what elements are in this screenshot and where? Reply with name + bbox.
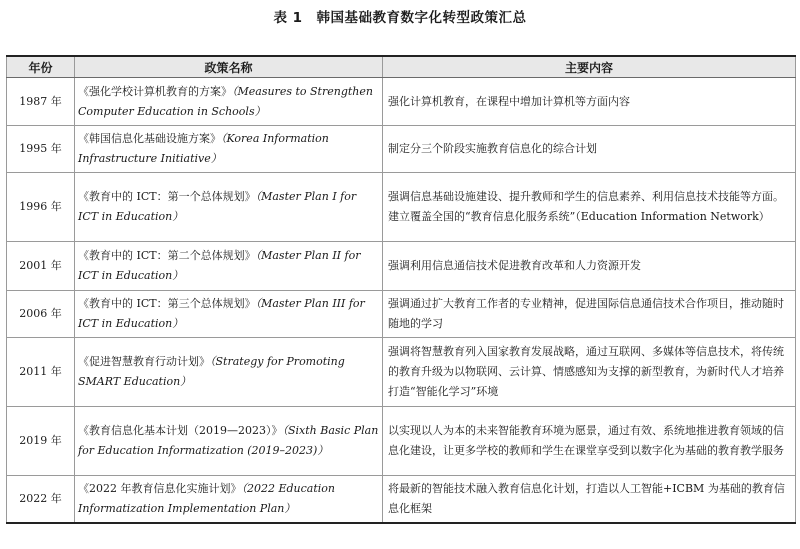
policy-name-cell [75,338,383,407]
policy-name-en: （Strategy for Promoting SMART Education） [78,355,345,388]
policy-name-cell [75,173,383,242]
policy-name-cell [75,407,383,476]
year-cell: 1995 年 [7,126,75,173]
policy-name-en: （Master Plan I for ICT in Education） [78,190,357,223]
policy-name-cn: 《教育中的 ICT：第一个总体规划》 [78,190,256,203]
year-cell: 2022 年 [7,476,75,524]
table-caption [0,9,800,27]
policy-name-cell [75,476,383,524]
content-cell: 强化计算机教育，在课程中增加计算机等方面内容 [383,78,796,126]
year-cell: 2019 年 [7,407,75,476]
table-header-row [7,56,796,78]
policy-name-en: （Sixth Basic Plan for Education Informatization (2019–2023)） [78,424,379,457]
policy-name-cn: 《教育中的 ICT：第二个总体规划》 [78,249,256,262]
policy-name-cn: 《强化学校计算机教育的方案》 [78,84,232,98]
year-cell: 2011 年 [7,338,75,407]
policy-name-cell [75,78,383,126]
policy-table [6,55,796,524]
year-cell: 1987 年 [7,78,75,126]
content-cell: 制定分三个阶段实施教育信息化的综合计划 [383,126,796,173]
content-cell: 以实现以人为本的未来智能教育环境为愿景，通过有效、系统地推进教育领域的信息化建设，让更多学校的教师和学生在课堂享受到以数字化为基础的教育教学服务 [383,407,796,476]
content-cell: 将最新的智能技术融入教育信息化计划，打造以人工智能+ICBM 为基础的教育信息化框架 [383,476,796,524]
content-cell: 强调信息基础设施建设、提升教师和学生的信息素养、利用信息技术技能等方面。建立覆盖全国的“教育信息化服务系统”（Education Information Network） [383,173,796,242]
table-row [7,126,796,173]
policy-name-en: （2022 Education Informatization Implementation Plan） [78,482,336,515]
content-cell: 强调将智慧教育列入国家教育发展战略，通过互联网、多媒体等信息技术，将传统的教育升级为以物联网、云计算、情感感知为支撑的新型教育，为新时代人才培养打造“智能化学习”环境 [383,338,796,407]
policy-name-cn: 《教育信息化基本计划（2019—2023）》 [78,424,283,437]
header-year: 年份 [7,56,75,78]
header-main-content: 主要内容 [383,56,796,78]
policy-name-cn: 《2022 年教育信息化实施计划》 [78,482,242,495]
year-cell: 1996 年 [7,173,75,242]
table-row [7,78,796,126]
table-title: 韩国基础教育数字化转型政策汇总 [316,10,527,26]
policy-name-cn: 《促进智慧教育行动计划》 [78,355,210,368]
year-cell: 2006 年 [7,291,75,338]
content-cell: 强调通过扩大教育工作者的专业精神，促进国际信息通信技术合作项目，推动随时随地的学习 [383,291,796,338]
table-row [7,173,796,242]
table-row [7,476,796,524]
policy-name-cn: 《韩国信息化基础设施方案》 [78,132,221,145]
table-row [7,338,796,407]
policy-name-cell [75,242,383,291]
year-cell: 2001 年 [7,242,75,291]
content-cell: 强调利用信息通信技术促进教育改革和人力资源开发 [383,242,796,291]
policy-name-en: （Master Plan II for ICT in Education） [78,249,361,282]
policy-name-en: （Korea Information Infrastructure Initiative） [78,132,329,165]
header-policy-name: 政策名称 [75,56,383,78]
policy-name-cell [75,126,383,173]
policy-name-en: （Measures to Strengthen Computer Education in Schools） [78,84,373,118]
table-row [7,407,796,476]
policy-name-cn: 《教育中的 ICT：第三个总体规划》 [78,297,256,310]
policy-name-cell [75,291,383,338]
table-row [7,291,796,338]
policy-name-en: （Master Plan III for ICT in Education） [78,297,365,330]
table-number: 表 1 [273,10,303,26]
table-row [7,242,796,291]
